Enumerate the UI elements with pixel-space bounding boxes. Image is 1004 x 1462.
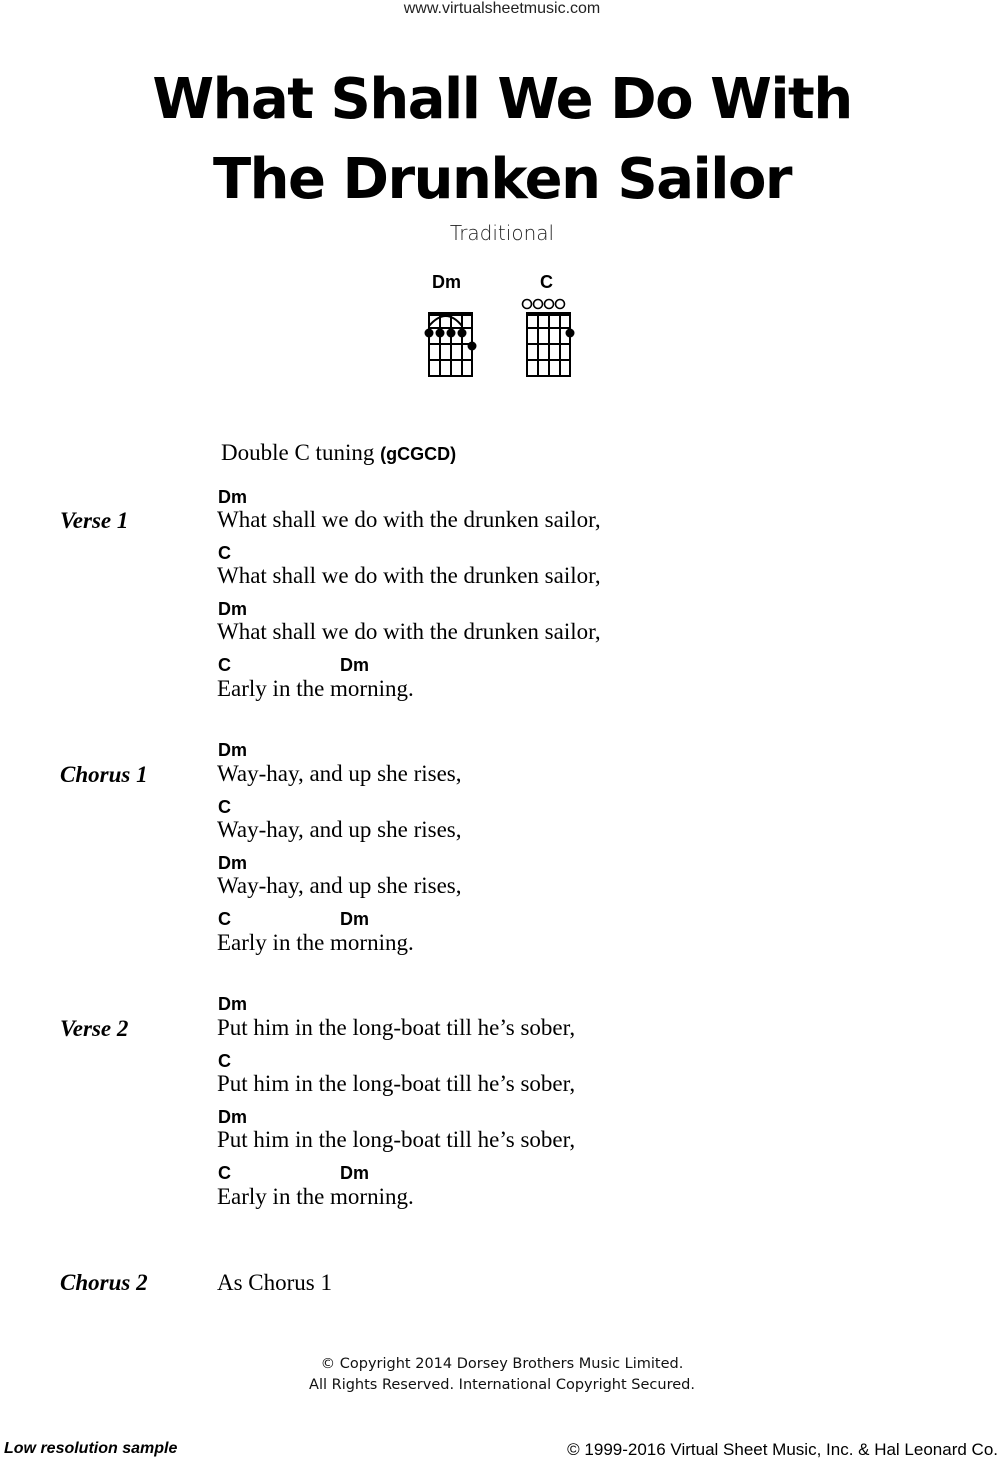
lyric-line: Way-hay, and up she rises, xyxy=(217,761,462,786)
chord-label: Dm xyxy=(218,994,248,1014)
lyric-line: Way-hay, and up she rises, xyxy=(217,873,462,898)
chord-label: Dm xyxy=(218,853,248,873)
lyric-line: What shall we do with the drunken sailor, xyxy=(217,563,601,588)
chord-label: C xyxy=(218,655,231,675)
tuning-label: Double C tuning xyxy=(221,440,375,465)
lyric-line: Way-hay, and up she rises, xyxy=(217,817,462,842)
chord-label: Dm xyxy=(218,487,248,507)
lyric-line: Put him in the long-boat till he’s sober, xyxy=(217,1015,576,1040)
tuning-line xyxy=(221,440,456,466)
lyric-line: As Chorus 1 xyxy=(217,1270,333,1295)
chord-label: C xyxy=(218,909,231,929)
copyright-line-1: © Copyright 2014 Dorsey Brothers Music Limited. xyxy=(320,1356,684,1372)
chord-label: Dm xyxy=(340,909,370,929)
tuning-code: (gCGCD) xyxy=(380,444,457,464)
c-fretboard-icon xyxy=(516,296,586,406)
chord-label: Dm xyxy=(218,1107,248,1127)
lyric-line: Early in the morning. xyxy=(217,930,414,955)
chord-label: C xyxy=(218,1163,231,1183)
chord-label: Dm xyxy=(340,655,370,675)
chord-label: C xyxy=(218,797,231,817)
footer-copyright: © 1999-2016 Virtual Sheet Music, Inc. & Hal Leonard Co. xyxy=(567,1440,998,1459)
chord-label: C xyxy=(218,543,231,563)
chord-diagram-dm-name: Dm xyxy=(432,272,462,292)
chord-diagram-c-name: C xyxy=(540,272,553,292)
chord-label: Dm xyxy=(340,1163,370,1183)
section-label-chorus-1: Chorus 1 xyxy=(60,762,148,787)
footer-sample-notice: Low resolution sample xyxy=(4,1440,178,1457)
lyric-line: What shall we do with the drunken sailor, xyxy=(217,507,601,532)
section-label-verse-1: Verse 1 xyxy=(60,508,129,533)
site-url: www.virtualsheetmusic.com xyxy=(403,0,601,17)
chord-label: Dm xyxy=(218,599,248,619)
chord-label: C xyxy=(218,1051,231,1071)
chord-label: Dm xyxy=(218,740,248,760)
song-title-line1: What Shall We Do With xyxy=(152,67,852,132)
section-label-verse-2: Verse 2 xyxy=(60,1016,129,1041)
lyric-line: Early in the morning. xyxy=(217,676,414,701)
lyric-line: Early in the morning. xyxy=(217,1184,414,1209)
lyric-line: Put him in the long-boat till he’s sober, xyxy=(217,1071,576,1096)
dm-fretboard-icon xyxy=(418,296,488,406)
lyric-line: Put him in the long-boat till he’s sober, xyxy=(217,1127,576,1152)
song-title-line2: The Drunken Sailor xyxy=(212,147,792,212)
section-label-chorus-2: Chorus 2 xyxy=(60,1270,148,1295)
lyric-line: What shall we do with the drunken sailor, xyxy=(217,619,601,644)
copyright-line-2: All Rights Reserved. International Copyright Secured. xyxy=(309,1377,695,1393)
composer: Traditional xyxy=(449,221,555,245)
